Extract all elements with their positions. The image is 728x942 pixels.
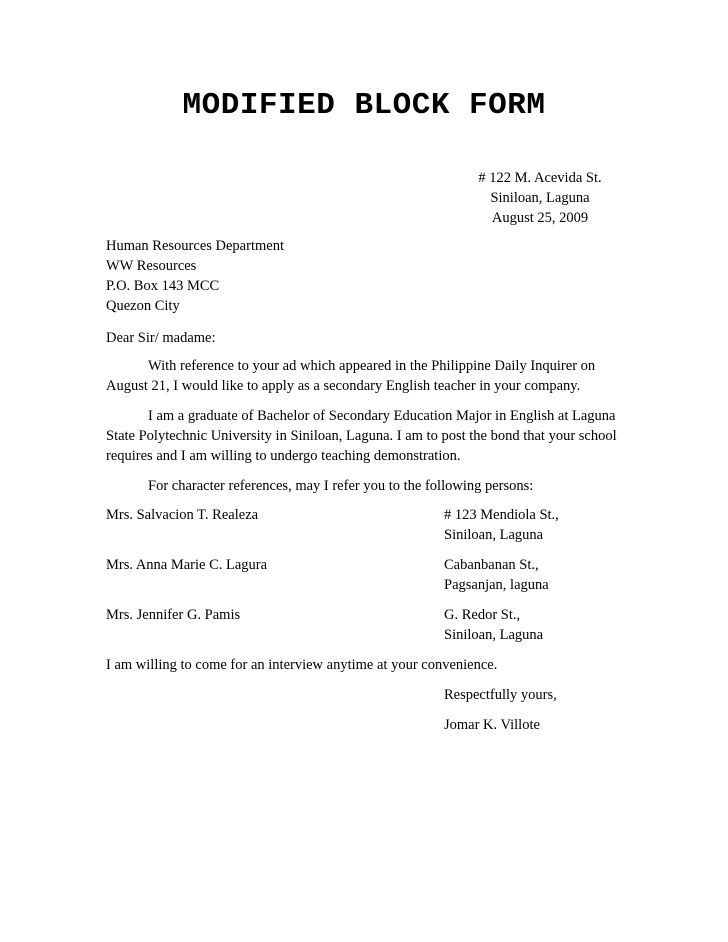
paragraph-line: State Polytechnic University in Siniloan, Laguna. I am to post the bond that your school [106, 428, 617, 444]
recipient-department: Human Resources Department [106, 238, 284, 254]
reference-address: # 123 Mendiola St., [444, 507, 559, 523]
sender-city: Siniloan, Laguna [490, 190, 590, 206]
reference-name: Mrs. Salvacion T. Realeza [106, 507, 259, 523]
paragraph-line: requires and I am willing to undergo teaching demonstration. [106, 448, 461, 464]
recipient-company: WW Resources [106, 258, 197, 274]
reference-name: Mrs. Anna Marie C. Lagura [106, 557, 268, 573]
reference-name: Mrs. Jennifer G. Pamis [106, 607, 241, 623]
salutation: Dear Sir/ madame: [106, 330, 216, 346]
document-title: MODIFIED BLOCK FORM [182, 88, 546, 123]
reference-address: Siniloan, Laguna [444, 527, 544, 543]
paragraph-line: I am a graduate of Bachelor of Secondary Education Major in English at Laguna [148, 408, 616, 424]
reference-address: Siniloan, Laguna [444, 627, 544, 643]
reference-address: Cabanbanan St., [444, 557, 539, 573]
paragraph-line: With reference to your ad which appeared in the Philippine Daily Inquirer on [148, 358, 596, 374]
reference-address: Pagsanjan, laguna [444, 577, 549, 593]
body-paragraph-3: For character references, may I refer you to the following persons: [148, 478, 534, 494]
recipient-po-box: P.O. Box 143 MCC [106, 278, 220, 294]
complimentary-close: Respectfully yours, [444, 687, 557, 703]
reference-address: G. Redor St., [444, 607, 521, 623]
signature-name: Jomar K. Villote [444, 717, 540, 733]
paragraph-line: August 21, I would like to apply as a secondary English teacher in your company. [106, 378, 581, 394]
letter-date: August 25, 2009 [491, 210, 589, 226]
sender-street: # 122 M. Acevida St. [478, 170, 602, 186]
recipient-city: Quezon City [106, 298, 180, 314]
closing-paragraph: I am willing to come for an interview anytime at your convenience. [106, 657, 498, 673]
